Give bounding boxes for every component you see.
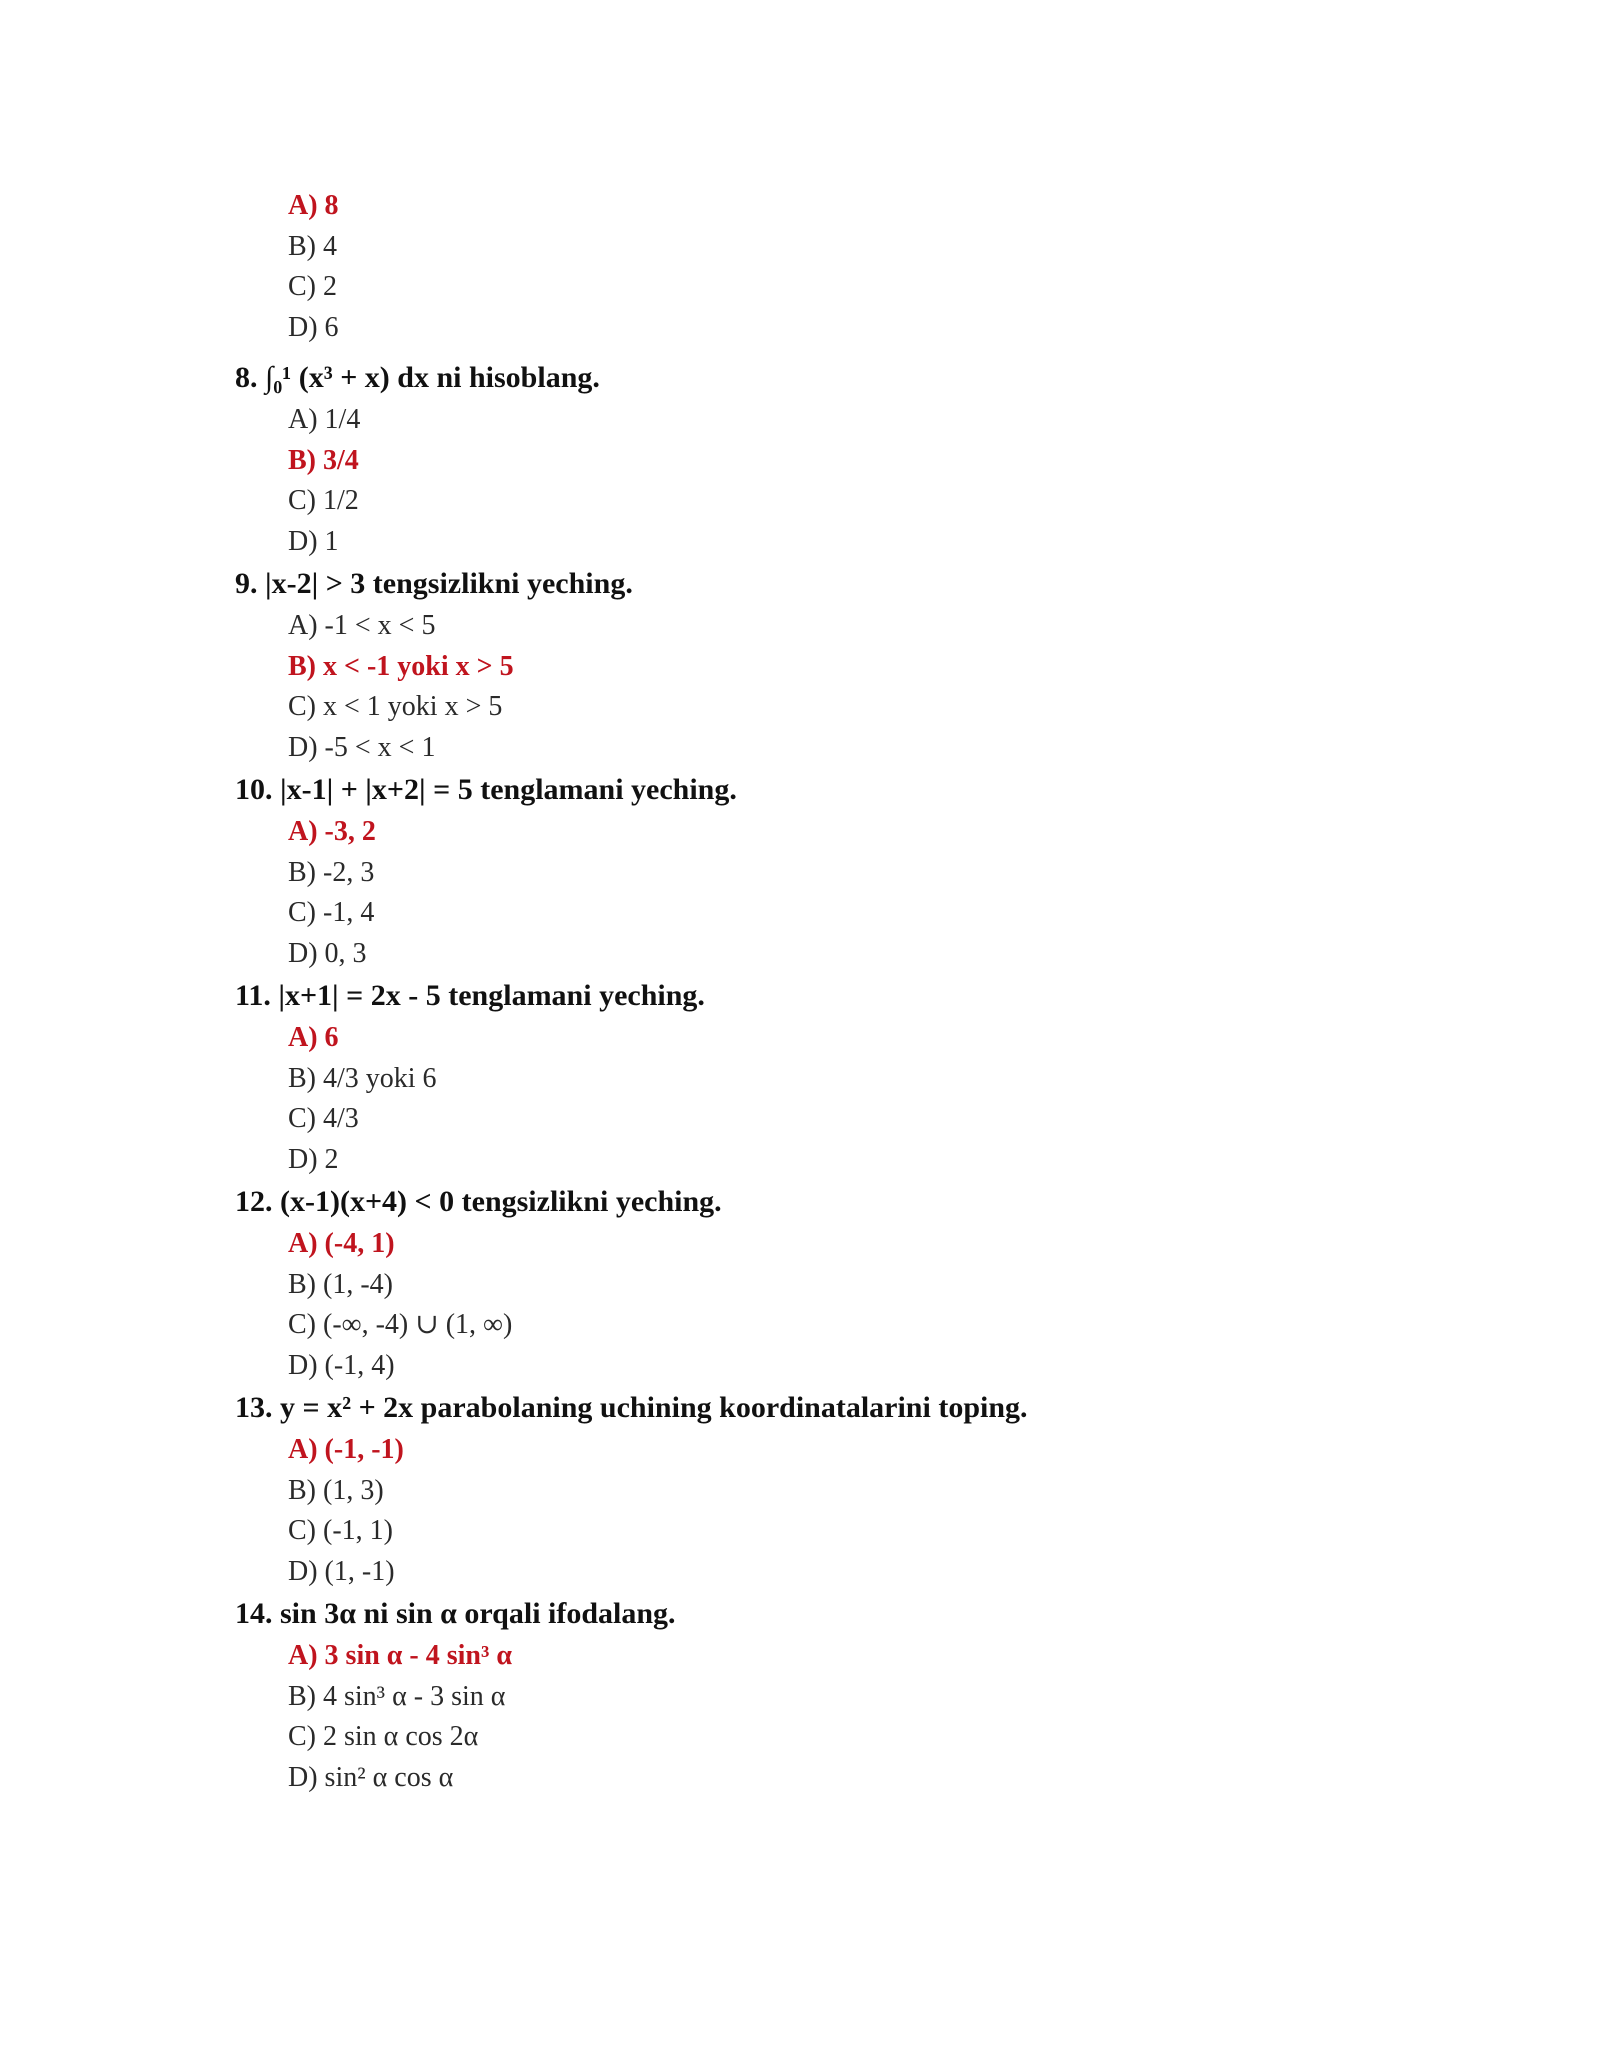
option-list [235,1224,1435,1386]
option-a: A) 1/4 [288,404,361,435]
question-title: 8. ∫₀¹ (x³ + x) dx ni hisoblang. [235,361,600,394]
question-12 [235,1180,1435,1386]
option-a: A) -3, 2 [288,816,376,847]
option-c: C) 1/2 [288,485,359,516]
question-title: 13. y = x² + 2x parabolaning uchining koordinatalarini toping. [235,1391,1028,1424]
option-b: B) x < -1 yoki x > 5 [288,650,514,682]
option-d: D) 6 [288,311,339,343]
option-d: D) sin² α cos α [288,1761,454,1793]
option-b: B) (1, -4) [288,1268,393,1300]
option-list [235,400,1435,562]
option-d: D) 1 [288,525,339,557]
question-9 [235,562,1435,768]
option-b: B) 4 sin³ α - 3 sin α [288,1680,506,1712]
option-c: C) 4/3 [288,1103,359,1134]
option-a: A) 3 sin α - 4 sin³ α [288,1640,513,1671]
option-a: A) (-4, 1) [288,1228,395,1259]
previous-question-options [288,186,1188,348]
option-list [235,1018,1435,1180]
question-title: 9. |x-2| > 3 tengsizlikni yeching. [235,567,633,600]
option-a: A) 6 [288,1022,339,1053]
option-d: D) (1, -1) [288,1555,395,1587]
option-b: B) (1, 3) [288,1474,384,1506]
question-8 [235,356,1435,562]
option-a: A) -1 < x < 5 [288,610,436,641]
option-c: C) (-∞, -4) ∪ (1, ∞) [288,1309,513,1340]
option-d: D) 2 [288,1143,339,1175]
option-d: D) (-1, 4) [288,1349,395,1381]
question-10 [235,768,1435,974]
option-d: D) -5 < x < 1 [288,731,436,763]
option-c: C) x < 1 yoki x > 5 [288,691,503,722]
option-c: C) 2 sin α cos 2α [288,1721,479,1752]
question-title: 14. sin 3α ni sin α orqali ifodalang. [235,1597,676,1630]
option-list [235,1430,1435,1592]
question-title: 11. |x+1| = 2x - 5 tenglamani yeching. [235,979,705,1012]
option-b: B) 4 [288,230,337,262]
option-list [235,606,1435,768]
option-c: C) (-1, 1) [288,1515,393,1546]
option-list [235,812,1435,974]
option-a: A) (-1, -1) [288,1434,404,1465]
question-title: 12. (x-1)(x+4) < 0 tengsizlikni yeching. [235,1185,722,1218]
option-b: B) 3/4 [288,444,359,476]
option-list [235,1636,1435,1798]
option-d: D) 0, 3 [288,937,367,969]
option-list [288,186,1188,348]
option-c: C) 2 [288,271,337,302]
question-title: 10. |x-1| + |x+2| = 5 tenglamani yeching. [235,773,737,806]
option-b: B) 4/3 yoki 6 [288,1062,437,1094]
option-c: C) -1, 4 [288,897,375,928]
question-14 [235,1592,1435,1798]
question-11 [235,974,1435,1180]
question-13 [235,1386,1435,1592]
option-a: A) 8 [288,190,339,221]
option-b: B) -2, 3 [288,856,375,888]
question-list [235,356,1435,1798]
